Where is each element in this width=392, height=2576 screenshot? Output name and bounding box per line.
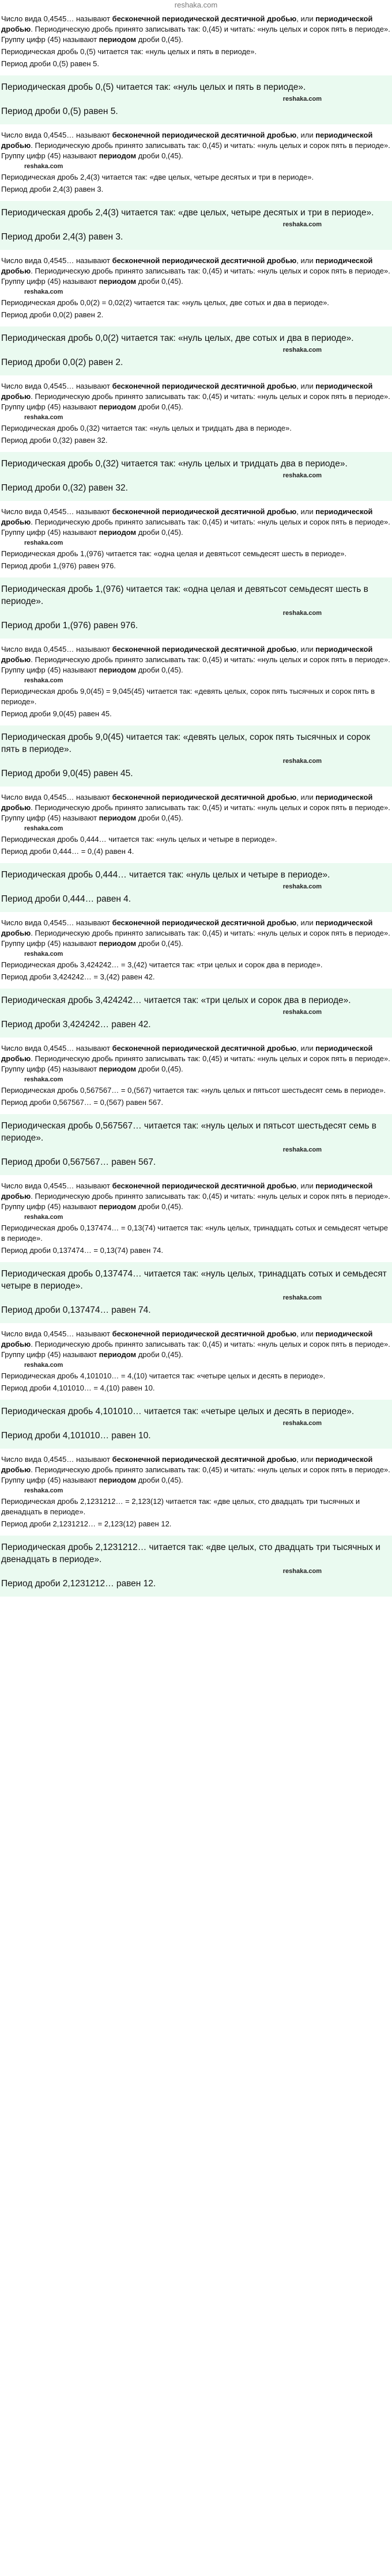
highlight-block-9 (0, 1262, 392, 1323)
highlight-title: Периодическая дробь 0,137474… читается так: «нуль целых, тринадцать сотых и семьдесят четыре в периоде». (1, 1269, 387, 1291)
highlight-title: Периодическая дробь 2,4(3) читается так: «две целых, четыре десятых и три в периоде». (1, 208, 374, 218)
period-text: Период дроби 0,137474… = 0,13(74) равен 74. (1, 1246, 163, 1255)
watermark: reshaka.com (282, 1568, 322, 1575)
watermark: reshaka.com (24, 677, 63, 684)
reading-text: Периодическая дробь 0,(5) читается так: «нуль целых и пять в периоде». (1, 47, 257, 56)
site-title[interactable]: reshaka.com (174, 1, 218, 9)
intro-paragraph: Число вида 0,4545… называют бесконечной периодической десятичной дробью, или периодической дробью. Периодическую дробь принято записывать так: 0,(45) и читать: «нуль целых и сорок пять в периоде». Группу цифр (45) называют периодом дроби 0,(45). (1, 918, 390, 948)
watermark: reshaka.com (282, 883, 322, 890)
highlight-title: Периодическая дробь 0,567567… читается так: «нуль целых и пятьсот шестьдесят семь в периоде». (1, 1121, 377, 1143)
watermark: reshaka.com (282, 610, 322, 617)
reading-text: Периодическая дробь 0,(32) читается так: «нуль целых и тридцать два в периоде». (1, 424, 292, 432)
watermark: reshaka.com (282, 221, 322, 228)
period-text: Период дроби 0,(5) равен 5. (1, 59, 99, 68)
watermark: reshaka.com (24, 825, 63, 832)
period-text: Период дроби 3,424242… = 3,(42) равен 42. (1, 972, 155, 981)
watermark: reshaka.com (24, 163, 63, 170)
highlight-block-7 (0, 989, 392, 1038)
period-text: Период дроби 0,(32) равен 32. (1, 436, 108, 444)
intro-block-10 (0, 1325, 392, 1399)
watermark: reshaka.com (24, 1487, 63, 1494)
highlight-block-6 (0, 863, 392, 912)
highlight-summary: Период дроби 0,(32) равен 32. (1, 483, 128, 493)
reading-text: Периодическая дробь 0,444… читается так: «нуль целых и четыре в периоде». (1, 835, 277, 844)
watermark: reshaka.com (282, 347, 322, 354)
reading-text: Периодическая дробь 3,424242… = 3,(42) читается так: «три целых и сорок два в периоде». (1, 960, 323, 969)
highlight-summary: Период дроби 2,4(3) равен 3. (1, 232, 123, 242)
watermark: reshaka.com (282, 1294, 322, 1301)
highlight-title: Периодическая дробь 0,(32) читается так: «нуль целых и тридцать два в периоде». (1, 459, 348, 469)
highlight-summary: Период дроби 3,424242… равен 42. (1, 1020, 151, 1029)
highlight-title: Периодическая дробь 4,101010… читается так: «четыре целых и десять в периоде». (1, 1407, 355, 1416)
reading-text: Периодическая дробь 4,101010… = 4,(10) читается так: «четыре целых и десять в периоде». (1, 1371, 326, 1380)
period-text: Период дроби 2,1231212… = 2,123(12) равен 12. (1, 1519, 172, 1528)
highlight-title: Периодическая дробь 0,444… читается так: «нуль целых и четыре в периоде». (1, 870, 330, 880)
highlight-block-5 (0, 725, 392, 787)
intro-paragraph: Число вида 0,4545… называют бесконечной периодической десятичной дробью, или периодической дробью. Периодическую дробь принято записывать так: 0,(45) и читать: «нуль целых и сорок пять в периоде». Группу цифр (45) называют периодом дроби 0,(45). (1, 1044, 390, 1073)
watermark: reshaka.com (282, 472, 322, 479)
watermark: reshaka.com (24, 539, 63, 546)
highlight-title: Периодическая дробь 0,(5) читается так: «нуль целых и пять в периоде». (1, 82, 306, 92)
period-text: Период дроби 1,(976) равен 976. (1, 561, 116, 570)
watermark: reshaka.com (282, 1146, 322, 1153)
intro-paragraph: Число вида 0,4545… называют бесконечной периодической десятичной дробью, или периодической дробью. Периодическую дробь принято записывать так: 0,(45) и читать: «нуль целых и сорок пять в периоде». Группу цифр (45) называют периодом дроби 0,(45). (1, 507, 390, 537)
highlight-block-8 (0, 1114, 392, 1175)
highlight-block-10 (0, 1400, 392, 1449)
intro-paragraph: Число вида 0,4545… называют бесконечной периодической десятичной дробью, или периодической дробью. Периодическую дробь принято записывать так: 0,(45) и читать: «нуль целых и сорок пять в периоде». Группу цифр (45) называют периодом дроби 0,(45). (1, 131, 390, 160)
highlight-title: Периодическая дробь 1,(976) читается так: «одна целая и девятьсот семьдесят шесть в периоде». (1, 584, 368, 606)
watermark: reshaka.com (24, 1362, 63, 1369)
intro-paragraph: Число вида 0,4545… называют бесконечной периодической десятичной дробью, или периодической дробью. Периодическую дробь принято записывать так: 0,(45) и читать: «нуль целых и сорок пять в периоде». Группу цифр (45) называют периодом дроби 0,(45). (1, 1181, 390, 1211)
watermark: reshaka.com (24, 288, 63, 295)
period-text: Период дроби 9,0(45) равен 45. (1, 709, 112, 718)
intro-block-2 (0, 252, 392, 325)
highlight-title: Периодическая дробь 9,0(45) читается так: «девять целых, сорок пять тысячных и сорок пять в периоде». (1, 732, 371, 754)
highlight-block-3 (0, 452, 392, 501)
reading-text: Периодическая дробь 0,567567… = 0,(567) читается так: «нуль целых и пятьсот шестьдесят семь в периоде». (1, 1086, 386, 1095)
period-text: Период дроби 0,567567… = 0,(567) равен 567. (1, 1098, 163, 1107)
highlight-block-1 (0, 201, 392, 250)
highlight-summary: Период дроби 0,444… равен 4. (1, 894, 131, 904)
period-text: Период дроби 0,0(2) равен 2. (1, 310, 104, 319)
watermark: reshaka.com (24, 1076, 63, 1083)
watermark: reshaka.com (24, 414, 63, 421)
intro-paragraph: Число вида 0,4545… называют бесконечной периодической десятичной дробью, или периодической дробью. Периодическую дробь принято записывать так: 0,(45) и читать: «нуль целых и сорок пять в периоде». Группу цифр (45) называют периодом дроби 0,(45). (1, 1455, 390, 1484)
intro-block-0 (0, 10, 392, 74)
highlight-block-0 (0, 75, 392, 124)
period-text: Период дроби 4,101010… = 4,(10) равен 10. (1, 1384, 155, 1392)
intro-block-3 (0, 378, 392, 451)
watermark: reshaka.com (282, 96, 322, 102)
intro-block-7 (0, 914, 392, 987)
intro-block-8 (0, 1040, 392, 1113)
intro-paragraph: Число вида 0,4545… называют бесконечной периодической десятичной дробью, или периодической дробью. Периодическую дробь принято записывать так: 0,(45) и читать: «нуль целых и сорок пять в периоде». Группу цифр (45) называют периодом дроби 0,(45). (1, 645, 390, 674)
intro-block-5 (0, 641, 392, 724)
highlight-summary: Период дроби 0,137474… равен 74. (1, 1305, 151, 1315)
highlight-summary: Период дроби 1,(976) равен 976. (1, 621, 138, 630)
highlight-summary: Период дроби 4,101010… равен 10. (1, 1431, 151, 1441)
intro-paragraph: Число вида 0,4545… называют бесконечной периодической десятичной дробью, или периодической дробью. Периодическую дробь принято записывать так: 0,(45) и читать: «нуль целых и сорок пять в периоде». Группу цифр (45) называют периодом дроби 0,(45). (1, 1329, 390, 1359)
reading-text: Периодическая дробь 0,137474… = 0,13(74) читается так: «нуль целых, тринадцать сотых и семьдесят четыре в периоде». (1, 1224, 389, 1243)
period-text: Период дроби 2,4(3) равен 3. (1, 185, 104, 193)
highlight-block-4 (0, 577, 392, 639)
reading-text: Периодическая дробь 1,(976) читается так: «одна целая и девятьсот семьдесят шесть в периоде». (1, 549, 347, 558)
intro-paragraph: Число вида 0,4545… называют бесконечной периодической десятичной дробью, или периодической дробью. Периодическую дробь принято записывать так: 0,(45) и читать: «нуль целых и сорок пять в периоде». Группу цифр (45) называют периодом дроби 0,(45). (1, 382, 390, 411)
watermark: reshaka.com (24, 951, 63, 958)
highlight-title: Периодическая дробь 0,0(2) читается так: «нуль целых, две сотых и два в периоде». (1, 333, 354, 343)
intro-block-6 (0, 789, 392, 862)
intro-paragraph: Число вида 0,4545… называют бесконечной периодической десятичной дробью, или периодической дробью. Периодическую дробь принято записывать так: 0,(45) и читать: «нуль целых и сорок пять в периоде». Группу цифр (45) называют периодом дроби 0,(45). (1, 793, 390, 822)
intro-paragraph: Число вида 0,4545… называют бесконечной периодической десятичной дробью, или периодической дробью. Периодическую дробь принято записывать так: 0,(45) и читать: «нуль целых и сорок пять в периоде». Группу цифр (45) называют периодом дроби 0,(45). (1, 14, 390, 44)
period-text: Период дроби 0,444… = 0,(4) равен 4. (1, 847, 134, 856)
highlight-summary: Период дроби 9,0(45) равен 45. (1, 769, 133, 778)
intro-block-4 (0, 503, 392, 576)
watermark: reshaka.com (282, 758, 322, 765)
reading-text: Периодическая дробь 0,0(2) = 0,02(2) читается так: «нуль целых, две сотых и два в периоде». (1, 298, 329, 307)
highlight-title: Периодическая дробь 3,424242… читается так: «три целых и сорок два в периоде». (1, 996, 351, 1005)
reading-text: Периодическая дробь 2,4(3) читается так: «две целых, четыре десятых и три в периоде». (1, 173, 314, 181)
intro-block-1 (0, 127, 392, 200)
watermark: reshaka.com (282, 1009, 322, 1016)
highlight-block-11 (0, 1536, 392, 1597)
highlight-summary: Период дроби 0,(5) равен 5. (1, 107, 118, 116)
reading-text: Периодическая дробь 9,0(45) = 9,045(45) читается так: «девять целых, сорок пять тысячных и сорок пять в периоде». (1, 687, 375, 706)
watermark: reshaka.com (282, 1420, 322, 1427)
intro-paragraph: Число вида 0,4545… называют бесконечной периодической десятичной дробью, или периодической дробью. Периодическую дробь принято записывать так: 0,(45) и читать: «нуль целых и сорок пять в периоде». Группу цифр (45) называют периодом дроби 0,(45). (1, 256, 390, 286)
highlight-summary: Период дроби 2,1231212… равен 12. (1, 1579, 156, 1589)
intro-block-9 (0, 1177, 392, 1261)
highlight-summary: Период дроби 0,567567… равен 567. (1, 1157, 156, 1167)
reading-text: Периодическая дробь 2,1231212… = 2,123(12) читается так: «две целых, сто двадцать три тысячных и двенадцать в периоде». (1, 1497, 360, 1516)
highlight-summary: Период дроби 0,0(2) равен 2. (1, 358, 123, 367)
sections-container (0, 75, 392, 1597)
watermark: reshaka.com (24, 1214, 63, 1221)
highlight-title: Периодическая дробь 2,1231212… читается так: «две целых, сто двадцать три тысячных и двенадцать в периоде». (1, 1542, 380, 1564)
intro-block-11 (0, 1451, 392, 1534)
highlight-block-2 (0, 326, 392, 375)
